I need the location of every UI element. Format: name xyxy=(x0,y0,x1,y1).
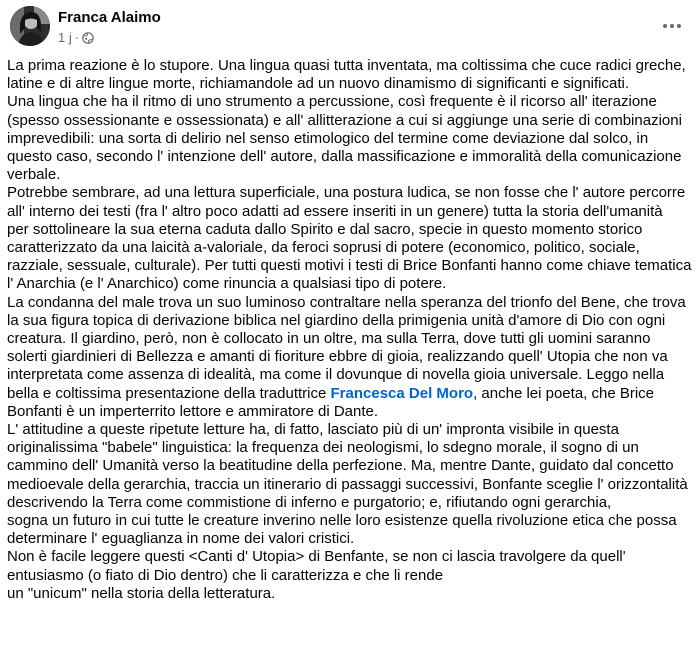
post-text-line: un "unicum" nella storia della letteratura. xyxy=(7,584,276,602)
post-header xyxy=(10,6,686,48)
post-text-line: la sua figura topica di derivazione biblica nel giardino della primigenia unità d'amore di Dio con ogni xyxy=(7,311,666,329)
meta-separator: · xyxy=(74,30,80,45)
post-text-line: medioevale della gerarchia, traccia un itinerario di passaggi successivi, Bonfante sceglie l' orizzontalità xyxy=(7,475,688,493)
post-text-line: questo caso, secondo l' intenzione dell' autore, dalla massificazione e immoralità della comunicazione xyxy=(7,148,682,166)
post-text-line: originalissima "babele" linguistica: la frequenza dei neologismi, lo sdegno morale, il sogno di un xyxy=(7,439,639,457)
post-text-line: (spesso ossessionante e ossessionata) e all' allitterazione a cui si aggiunge una serie di combinazioni xyxy=(7,111,682,129)
post-text-line: verbale. xyxy=(7,166,61,184)
post-time[interactable]: 1 j xyxy=(58,30,72,45)
avatar[interactable] xyxy=(10,6,50,46)
post-text-line: L' attitudine a queste ripetute letture ha, di fatto, lasciato più di un' impronta visibile in questa xyxy=(7,421,619,439)
post-text-line: La prima reazione è lo stupore. Una lingua quasi tutta inventata, ma coltissima che cuce radici greche, xyxy=(7,57,686,74)
post-text-line xyxy=(7,385,689,403)
post-text-line: Non è facile leggere questi <Canti d' Utopia> di Benfante, se non ci lascia travolgere da quell' xyxy=(7,548,626,566)
post-text-line: Potrebbe sembrare, ad una lettura superficiale, una postura ludica, se non fosse che l' autore percorre xyxy=(7,184,686,202)
post-text-line: imprevedibili: una sorta di delirio nel senso etimologico del termine come deviazione dal solco, in xyxy=(7,129,649,147)
avatar-image xyxy=(10,6,50,46)
post-text-line: sogna un futuro in cui tutte le creature inverino nelle loro esistenze quella rivoluzione etica che possa xyxy=(7,512,677,530)
post-text-line: per sottolineare la sua eterna caduta dallo Spirito e dal sacro, specie in questo momento storico xyxy=(7,220,643,238)
post-text-line: caratterizzato da una laicità a-valoriale, da feroci soprusi di potere (economico, politico, sociale, xyxy=(7,239,640,257)
post-text-segment: , anche lei poeta, che Brice xyxy=(473,384,655,402)
author-name[interactable]: Franca Alaimo xyxy=(58,9,161,26)
post-text-line: Bonfanti è un imperterrito lettore e ammiratore di Dante. xyxy=(7,402,379,420)
more-options-icon[interactable] xyxy=(658,12,686,40)
globe-icon[interactable] xyxy=(82,32,94,44)
post-meta xyxy=(58,30,94,45)
post-text-line: creatura. Il giardino, però, non è collocato in un oltre, ma sulla Terra, dove tutti gli uomini saranno xyxy=(7,330,651,348)
post-text-line: latine e di altre lingue morte, richiamandole ad un nuovo dinamismo di significanti e significati. xyxy=(7,75,630,93)
post-text-line: Una lingua che ha il ritmo di uno strumento a percussione, così frequente è il ricorso all' iterazione xyxy=(7,93,657,111)
post-text-line: determinare l' eguaglianza in nome dei valori cristici. xyxy=(7,530,355,548)
post-text-line: entusiasmo (o fiato di Dio dentro) che li caratterizza e che li rende xyxy=(7,566,444,584)
mention-link[interactable]: Francesca Del Moro xyxy=(330,384,474,402)
post-text-line: all' interno dei testi (fra l' altro poco adatti ad essere inseriti in un genere) tutta la storia dell'umanità xyxy=(7,202,663,220)
post-text-line: descrivendo la Terra come commistione di inferno e purgatorio; e, rifiutando ogni gerarchia, xyxy=(7,493,612,511)
post-text-line: solerti giardinieri di Bellezza e amanti di fioriture ebbre di gioia, realizzando quell' Utopia che non va xyxy=(7,348,668,366)
post-body xyxy=(7,57,692,603)
post-text-line: La condanna del male trova un suo luminoso contraltare nella speranza del trionfo del Bene, che trova xyxy=(7,293,686,311)
post-text-line: cammino dell' Umanità verso la beatitudine della perfezione. Ma, mentre Dante, guidato dal concetto xyxy=(7,457,674,475)
post-text-line: l' Anarchia (e l' Anarchico) come rinuncia a qualsiasi tipo di potere. xyxy=(7,275,447,293)
post-text-segment: bella e coltissima presentazione della traduttrice xyxy=(7,384,331,402)
post-text-line: interpretata come assenza di idealità, ma come il dovunque di novella gioia universale. Leggo nella xyxy=(7,366,665,384)
post-text-line: razziale, sessuale, culturale). Per tutti questi motivi i testi di Brice Bonfanti hanno come chiave tematica xyxy=(7,257,692,275)
